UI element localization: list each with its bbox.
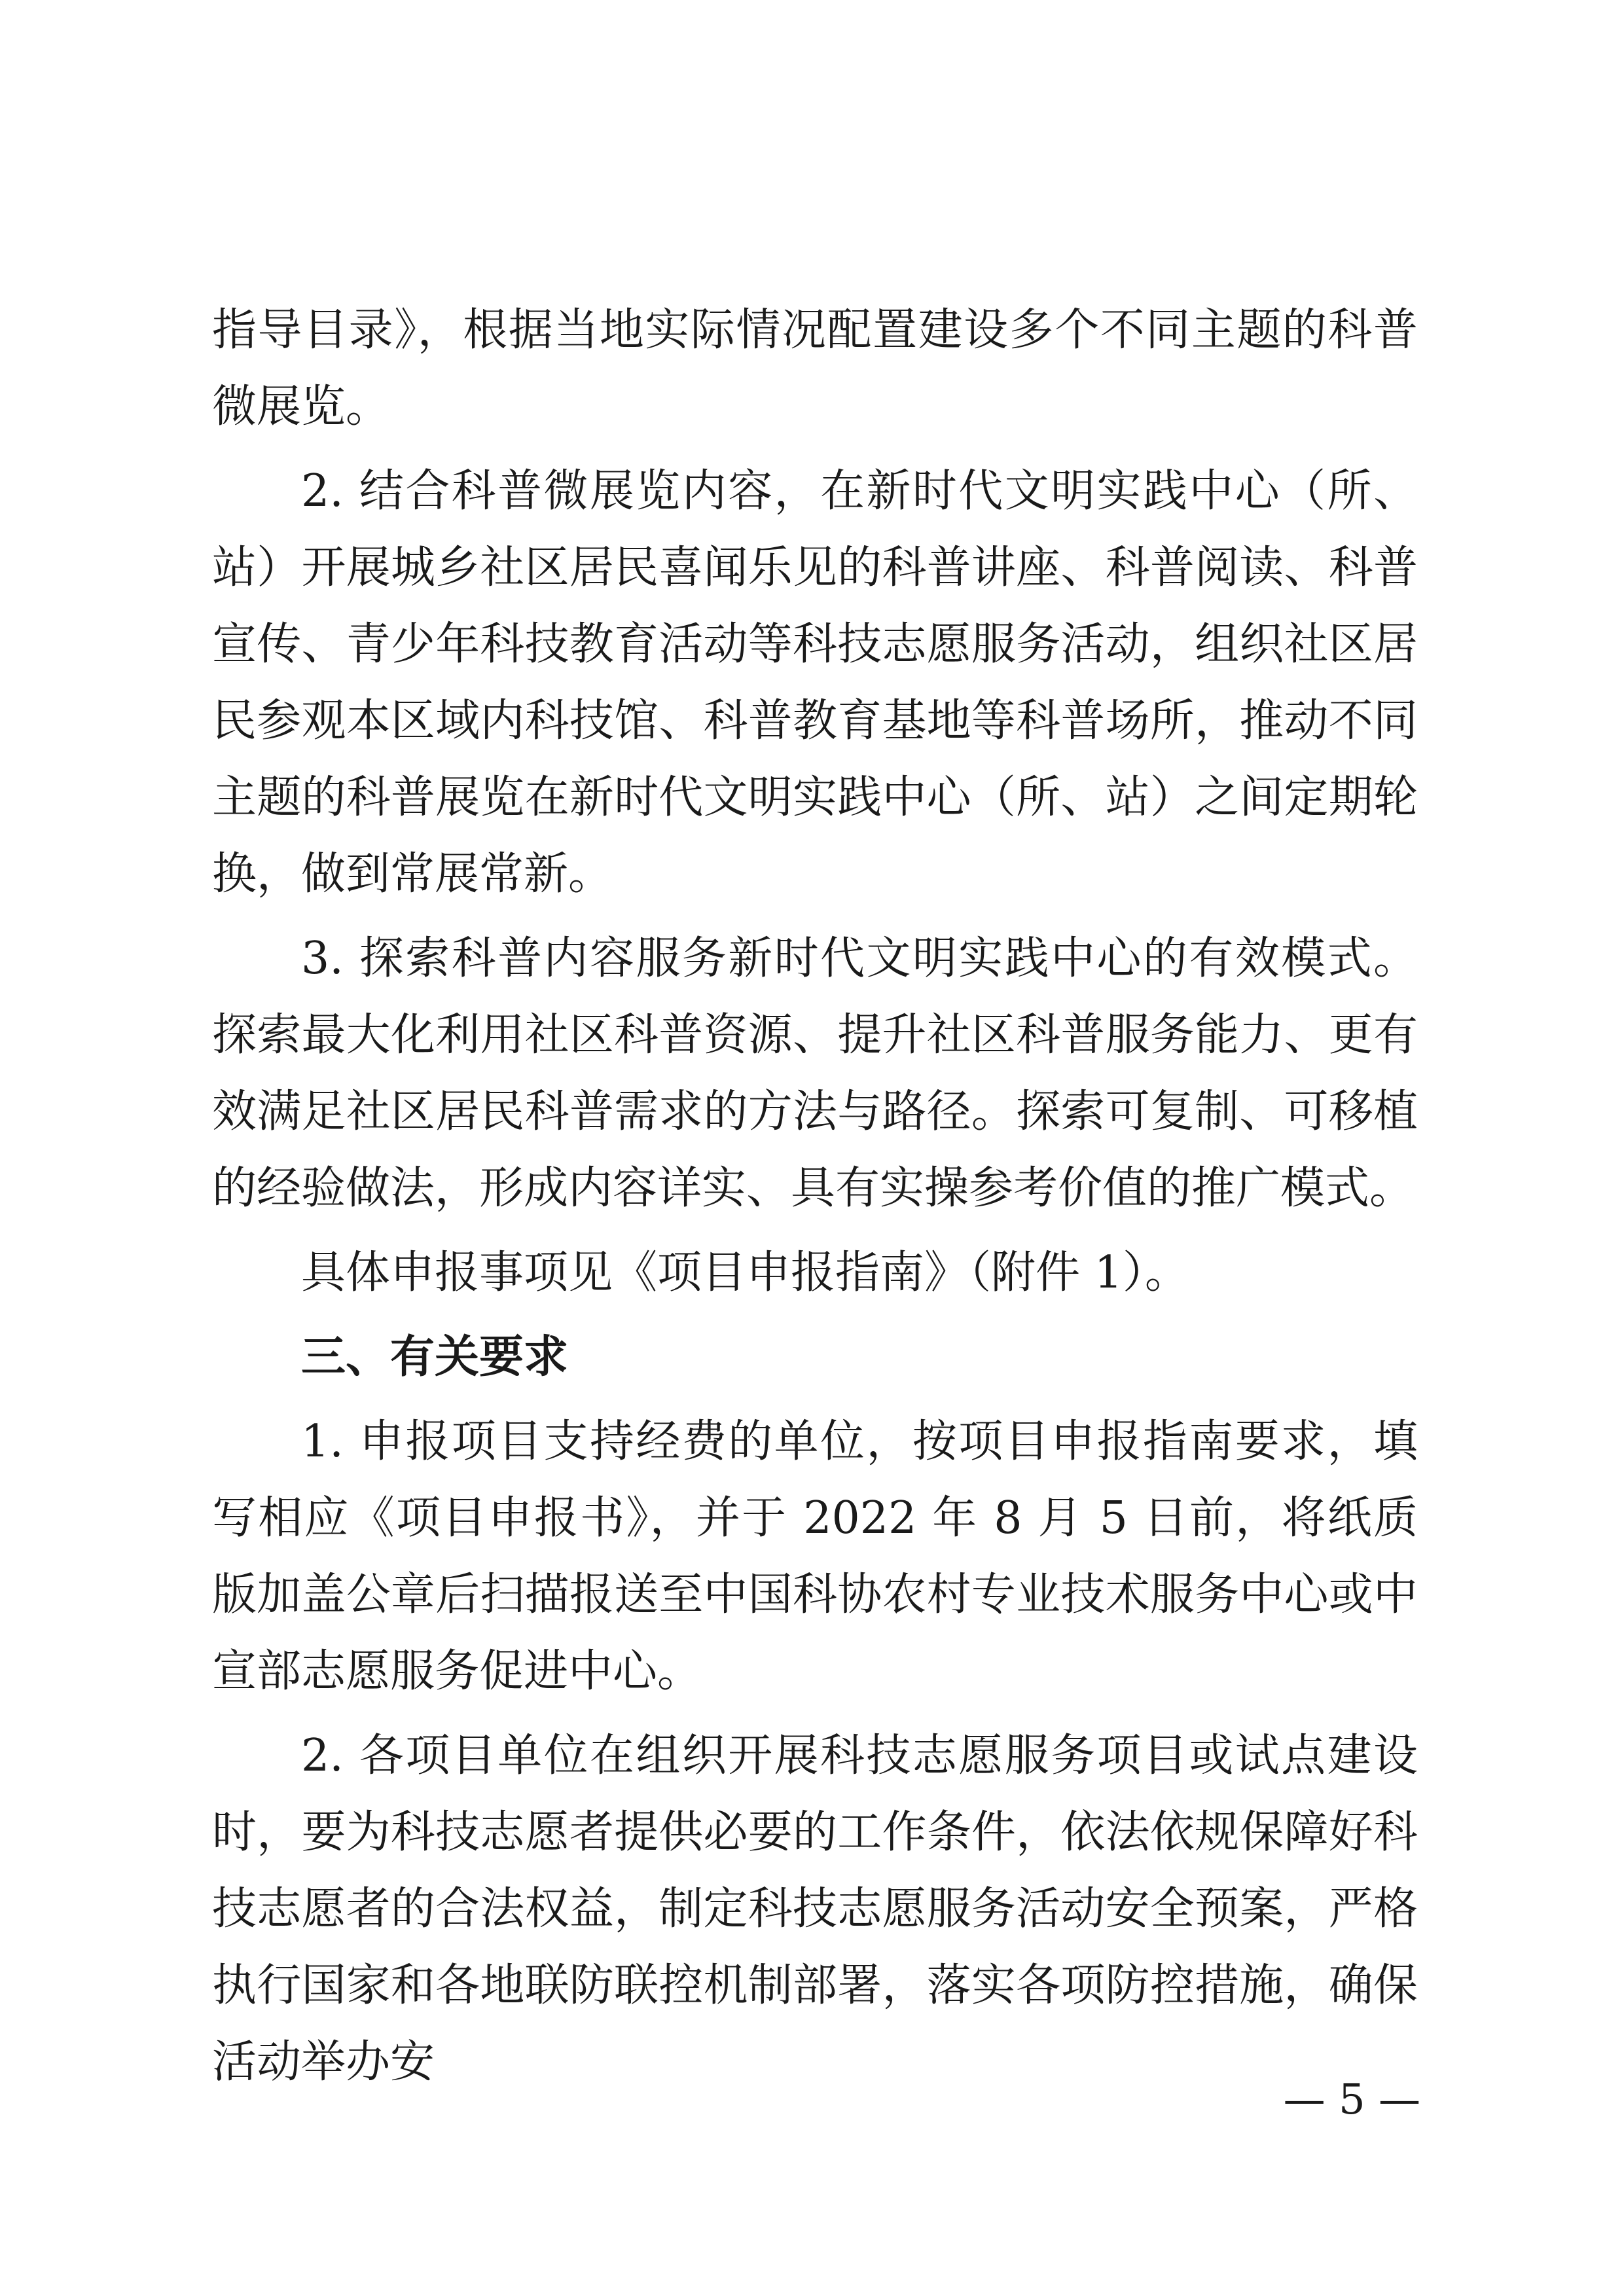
section-heading: 三、有关要求 [301,1331,569,1383]
document-body [212,292,1418,2100]
paragraph-requirement-1: 1. 申报项目支持经费的单位，按项目申报指南要求，填写相应《项目申报书》，并于 2022 年 8 月 5 日前，将纸质版加盖公章后扫描报送至中国科协农村专业技术服务中心或中宣部志愿服务促进中心。 [212,1416,1418,1697]
page-number: — 5 — [1283,2076,1420,2124]
paragraph-item-2: 2. 结合科普微展览内容，在新时代文明实践中心（所、站）开展城乡社区居民喜闻乐见的科普讲座、科普阅读、科普宣传、青少年科技教育活动等科技志愿服务活动，组织社区居民参观本区域内科技馆、科普教育基地等科普场所，推动不同主题的科普展览在新时代文明实践中心（所、站）之间定期轮换，做到常展常新。 [212,465,1418,900]
paragraph-application-note: 具体申报事项见《项目申报指南》（附件 1）。 [301,1247,1189,1299]
paragraph-item-3: 3. 探索科普内容服务新时代文明实践中心的有效模式。探索最大化利用社区科普资源、提升社区科普服务能力、更有效满足社区居民科普需求的方法与路径。探索可复制、可移植的经验做法，形成内容详实、具有实操参考价值的推广模式。 [212,933,1418,1214]
paragraph-continuation: 指导目录》，根据当地实际情况配置建设多个不同主题的科普微展览。 [212,304,1418,433]
paragraph-requirement-2: 2. 各项目单位在组织开展科技志愿服务项目或试点建设时，要为科技志愿者提供必要的工作条件，依法依规保障好科技志愿者的合法权益，制定科技志愿服务活动安全预案，严格执行国家和各地联防联控机制部署，落实各项防控措施，确保活动举办安 [212,1730,1418,2088]
